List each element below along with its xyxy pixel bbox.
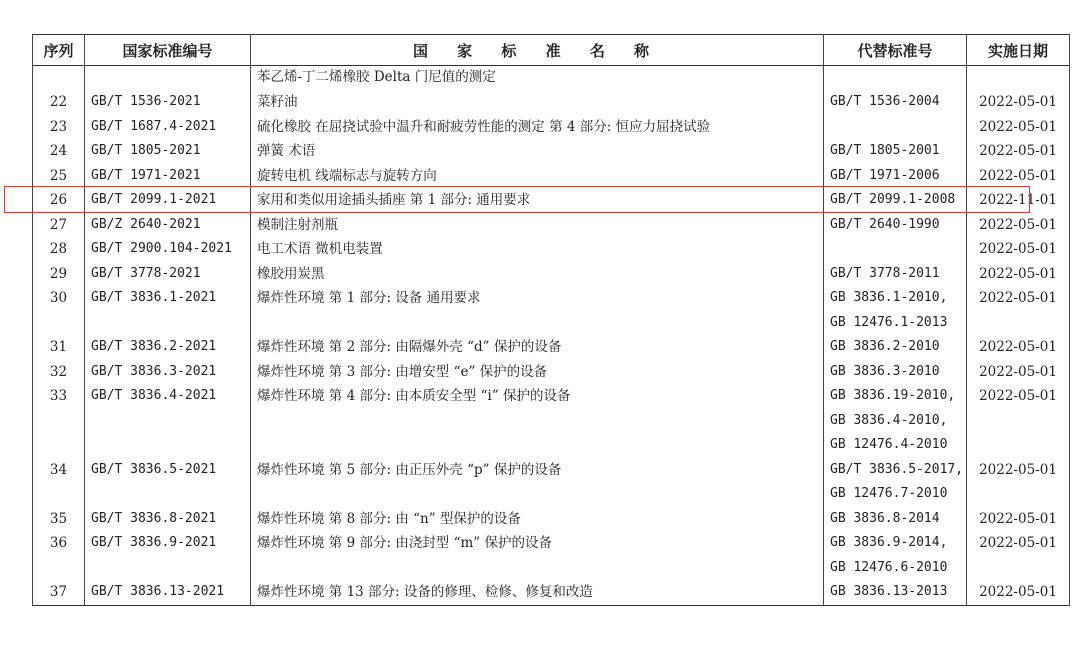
table-row [33,531,1070,580]
row-standard-name [251,90,824,115]
row-implementation-date: 2022-05-01 [967,164,1070,189]
row-replaces [824,384,967,458]
row-standard-number: GB/T 3836.5-2021 [85,458,251,507]
row-seq: 35 [33,507,85,532]
row-standard-name [251,458,824,507]
row-implementation-date: 2022-05-01 [967,213,1070,238]
header-implementation-date: 实施日期 [967,35,1070,66]
row-implementation-date: 2022-11-01 [967,188,1070,213]
name-line: 弹簧 术语 [257,143,316,159]
row-replaces [824,164,967,189]
row-seq: 28 [33,237,85,262]
row-seq: 22 [33,90,85,115]
replaces-line [830,237,960,262]
row-standard-name [251,139,824,164]
table-header-row [33,35,1070,66]
replaces-line: GB/T 1536-2004 [830,94,940,109]
table-row [33,360,1070,385]
name-line: 旋转电机 线端标志与旋转方向 [257,167,437,184]
continuation-row [33,66,1070,91]
replaces-line: GB/T 2640-1990 [830,216,940,232]
row-seq: 23 [33,115,85,140]
table-row [33,507,1070,532]
row-standard-name [251,115,824,140]
row-replaces [824,188,967,213]
row-standard-number: GB/T 1805-2021 [85,139,251,164]
name-line: 电工术语 微机电装置 [257,241,383,257]
row-standard-number: GB/T 3778-2021 [85,262,251,287]
row-seq: 24 [33,139,85,164]
table-row [33,384,1070,458]
table-row [33,286,1070,335]
header-seq: 序列 [33,35,85,66]
row-replaces [824,458,967,507]
replaces-line: GB/T 2099.1-2008 [830,192,956,207]
replaces-line: GB 3836.19-2010, [830,388,956,403]
header-standard-number: 国家标准编号 [85,35,251,66]
row-replaces [824,507,967,532]
name-line: 爆炸性环境 第 9 部分: 由浇封型 “m” 保护的设备 [257,535,552,551]
standards-table [32,34,1070,606]
row-replaces [824,531,967,580]
row-replaces [824,262,967,287]
table-row [33,188,1070,213]
row-standard-number: GB/T 3836.1-2021 [85,286,251,335]
continuation-name: 苯乙烯-丁二烯橡胶 Delta 门尼值的测定 [251,66,824,91]
row-standard-name [251,531,824,580]
row-replaces [824,360,967,385]
row-replaces [824,139,967,164]
row-replaces [824,115,967,140]
replaces-line: GB 3836.2-2010 [830,339,940,354]
replaces-line: GB 3836.9-2014, [830,535,948,550]
row-standard-number: GB/T 2900.104-2021 [85,237,251,262]
row-seq: 29 [33,262,85,287]
replaces-line: GB 12476.4-2010 [830,437,948,452]
row-implementation-date: 2022-05-01 [967,237,1070,262]
row-replaces [824,237,967,262]
name-line: 爆炸性环境 第 2 部分: 由隔爆外壳 “d” 保护的设备 [257,339,562,355]
row-implementation-date: 2022-05-01 [967,115,1070,140]
row-standard-number: GB/T 3836.2-2021 [85,335,251,360]
table-row [33,580,1070,605]
replaces-line: GB 12476.1-2013 [830,314,948,330]
row-standard-number: GB/T 3836.9-2021 [85,531,251,580]
name-line: 爆炸性环境 第 1 部分: 设备 通用要求 [257,290,481,306]
replaces-line: GB/T 1805-2001 [830,143,940,158]
row-replaces [824,90,967,115]
row-seq: 36 [33,531,85,580]
row-standard-number: GB/T 3836.13-2021 [85,580,251,605]
replaces-line: GB 3836.4-2010, [830,412,948,428]
row-standard-name [251,507,824,532]
row-seq: 31 [33,335,85,360]
row-standard-name [251,286,824,335]
name-line: 模制注射剂瓶 [257,216,338,233]
row-implementation-date: 2022-05-01 [967,580,1070,605]
row-implementation-date: 2022-05-01 [967,90,1070,115]
row-replaces [824,213,967,238]
name-line: 橡胶用炭黑 [257,265,325,282]
row-standard-name [251,580,824,605]
row-implementation-date: 2022-05-01 [967,262,1070,287]
replaces-line: GB 3836.13-2013 [830,584,948,599]
row-replaces [824,335,967,360]
name-line: 爆炸性环境 第 5 部分: 由正压外壳 “p” 保护的设备 [257,461,562,478]
row-standard-name [251,262,824,287]
table-row [33,164,1070,189]
header-standard-name: 国 家 标 准 名 称 [251,35,824,66]
row-seq: 34 [33,458,85,507]
table-row [33,335,1070,360]
table-row [33,139,1070,164]
row-implementation-date: 2022-05-01 [967,458,1070,507]
row-implementation-date: 2022-05-01 [967,507,1070,532]
row-seq: 26 [33,188,85,213]
row-implementation-date: 2022-05-01 [967,286,1070,335]
row-standard-number: GB/Z 2640-2021 [85,213,251,238]
name-line: 爆炸性环境 第 3 部分: 由增安型 “e” 保护的设备 [257,363,548,380]
row-standard-number: GB/T 3836.8-2021 [85,507,251,532]
table-row [33,90,1070,115]
row-implementation-date: 2022-05-01 [967,139,1070,164]
row-seq: 33 [33,384,85,458]
table-row [33,213,1070,238]
name-line: 爆炸性环境 第 4 部分: 由本质安全型 “i” 保护的设备 [257,388,571,404]
row-standard-number: GB/T 2099.1-2021 [85,188,251,213]
replaces-line: GB 3836.3-2010 [830,363,940,379]
row-seq: 32 [33,360,85,385]
row-standard-number: GB/T 3836.3-2021 [85,360,251,385]
row-seq: 37 [33,580,85,605]
replaces-line: GB 12476.7-2010 [830,486,948,501]
row-implementation-date: 2022-05-01 [967,335,1070,360]
row-implementation-date: 2022-05-01 [967,360,1070,385]
row-replaces [824,286,967,335]
row-standard-name [251,188,824,213]
name-line: 菜籽油 [257,94,298,110]
row-implementation-date: 2022-05-01 [967,531,1070,580]
row-seq: 27 [33,213,85,238]
row-standard-name [251,213,824,238]
replaces-line: GB/T 3778-2011 [830,265,940,281]
replaces-line: GB/T 1971-2006 [830,167,940,183]
replaces-line: GB 3836.8-2014 [830,510,940,526]
table-row [33,115,1070,140]
replaces-line: GB 12476.6-2010 [830,559,948,575]
header-replaces: 代替标准号 [824,35,967,66]
row-seq: 25 [33,164,85,189]
row-replaces [824,580,967,605]
row-standard-name [251,164,824,189]
row-seq: 30 [33,286,85,335]
row-standard-number: GB/T 1971-2021 [85,164,251,189]
table-row [33,458,1070,507]
row-standard-number: GB/T 1536-2021 [85,90,251,115]
row-standard-name [251,384,824,458]
name-line: 硫化橡胶 在屈挠试验中温升和耐疲劳性能的测定 第 4 部分: 恒应力屈挠试验 [257,118,711,135]
name-line: 爆炸性环境 第 8 部分: 由 “n” 型保护的设备 [257,510,521,527]
replaces-line [830,115,960,140]
row-standard-number: GB/T 3836.4-2021 [85,384,251,458]
row-standard-name [251,360,824,385]
standards-table-page [32,34,1057,606]
row-implementation-date: 2022-05-01 [967,384,1070,458]
row-standard-name [251,335,824,360]
table-row [33,262,1070,287]
name-line: 家用和类似用途插头插座 第 1 部分: 通用要求 [257,192,531,208]
replaces-line: GB/T 3836.5-2017, [830,461,964,477]
row-standard-number: GB/T 1687.4-2021 [85,115,251,140]
name-line: 爆炸性环境 第 13 部分: 设备的修理、检修、修复和改造 [257,584,593,600]
row-standard-name [251,237,824,262]
replaces-line: GB 3836.1-2010, [830,290,948,305]
table-row [33,237,1070,262]
